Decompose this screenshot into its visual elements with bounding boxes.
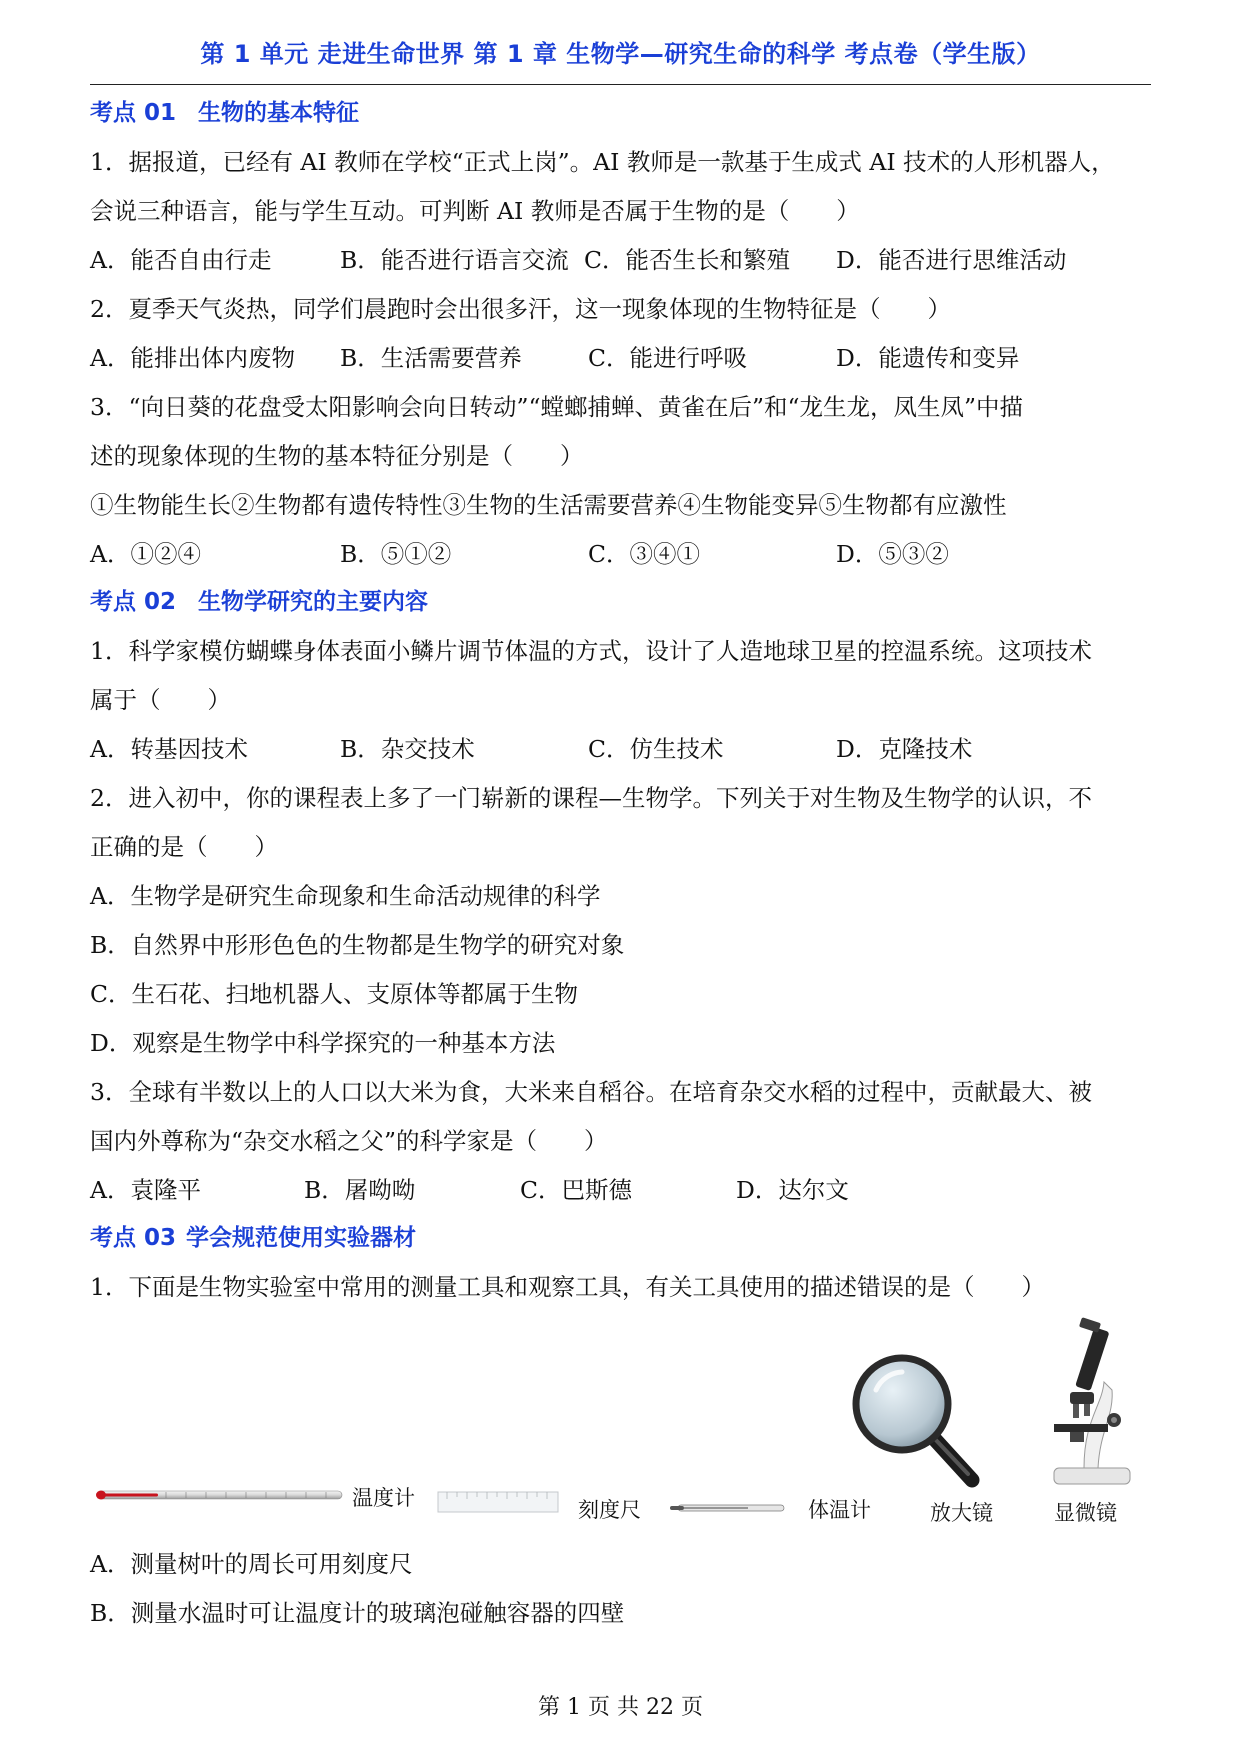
option-d: D．⑤③② [836,540,949,568]
question-text: 2．进入初中，你的课程表上多了一门崭新的课程—生物学。下列关于对生物及生物学的认识，不 [90,784,1092,812]
question-text: 会说三种语言，能与学生互动。可判断 AI 教师是否属于生物的是（ ） [90,197,860,225]
section-title: 生物学研究的主要内容 [198,589,429,615]
option-b: B．杂交技术 [340,735,475,763]
question-text: 3．全球有半数以上的人口以大米为食，大米来自稻谷。在培育杂交水稻的过程中，贡献最大、被 [90,1078,1092,1106]
microscope-label: 显微镜 [1054,1501,1117,1525]
option-c: C．能进行呼吸 [588,344,747,372]
question-text: 1．科学家模仿蝴蝶身体表面小鳞片调节体温的方式，设计了人造地球卫星的控温系统。这项技术 [90,637,1092,665]
option-c: C．仿生技术 [588,735,724,763]
question-text: 正确的是（ ） [90,833,278,861]
header-divider [90,84,1151,85]
section-title: 生物的基本特征 [198,100,360,126]
section-heading-02 [90,587,428,617]
thermometer-icon [96,1488,346,1502]
option-d: D．达尔文 [736,1176,849,1204]
option-c: C．巴斯德 [520,1176,632,1204]
option-a: A．袁隆平 [90,1176,201,1204]
option-b: B．自然界中形形色色的生物都是生物学的研究对象 [90,931,625,959]
option-a: A．生物学是研究生命现象和生命活动规律的科学 [90,882,601,910]
question-text: 1．据报道，已经有 AI 教师在学校“正式上岗”。AI 教师是一款基于生成式 AI 技术的人形机器人， [90,148,1115,176]
ruler-label: 刻度尺 [578,1498,641,1522]
question-text: 属于（ ） [90,686,231,714]
option-a: A．能否自由行走 [90,246,272,274]
option-a: A．转基因技术 [90,735,248,763]
option-d: D．能否进行思维活动 [836,246,1067,274]
question-text: 3．“向日葵的花盘受太阳影响会向日转动”“螳螂捕蝉、黄雀在后”和“龙生龙，凤生凤”中描 [90,393,1024,421]
option-b: B．生活需要营养 [340,344,522,372]
question-text: 1．下面是生物实验室中常用的测量工具和观察工具，有关工具使用的描述错误的是（ ） [90,1273,1045,1301]
microscope-icon [1040,1320,1140,1490]
question-text: 述的现象体现的生物的基本特征分别是（ ） [90,442,584,470]
option-c: C．生石花、扫地机器人、支原体等都属于生物 [90,980,578,1008]
section-code: 考点 02 [90,589,177,615]
option-a: A．测量树叶的周长可用刻度尺 [90,1550,413,1578]
option-a: A．①②④ [90,540,201,568]
page-header-title: 第 1 单元 走进生命世界 第 1 章 生物学—研究生命的科学 考点卷（学生版） [200,40,1041,68]
ruler-icon [437,1491,559,1513]
section-title: 学会规范使用实验器材 [186,1225,417,1251]
option-b: B．测量水温时可让温度计的玻璃泡碰触容器的四壁 [90,1599,625,1627]
question-statements: ①生物能生长②生物都有遗传特性③生物的生活需要营养④生物能变异⑤生物都有应激性 [90,491,1007,519]
section-heading-01 [90,98,359,128]
option-c: C．③④① [588,540,700,568]
section-code: 考点 03 [90,1225,177,1251]
section-heading-03 [90,1223,416,1253]
clinical-thermometer-label: 体温计 [808,1498,871,1522]
question-text: 2．夏季天气炎热，同学们晨跑时会出很多汗，这一现象体现的生物特征是（ ） [90,295,951,323]
page-number: 第 1 页 共 22 页 [538,1695,703,1720]
thermometer-label: 温度计 [352,1486,415,1510]
question-text: 国内外尊称为“杂交水稻之父”的科学家是（ ） [90,1127,608,1155]
section-code: 考点 01 [90,100,177,126]
option-a: A．能排出体内废物 [90,344,295,372]
magnifying-glass-icon [852,1352,982,1492]
option-b: B．能否进行语言交流 [340,246,569,274]
option-d: D．能遗传和变异 [836,344,1020,372]
option-b: B．屠呦呦 [304,1176,416,1204]
option-d: D．观察是生物学中科学探究的一种基本方法 [90,1029,556,1057]
magnifying-glass-label: 放大镜 [930,1501,993,1525]
option-b: B．⑤①② [340,540,452,568]
option-d: D．克隆技术 [836,735,973,763]
option-c: C．能否生长和繁殖 [584,246,790,274]
clinical-thermometer-icon [668,1502,788,1514]
